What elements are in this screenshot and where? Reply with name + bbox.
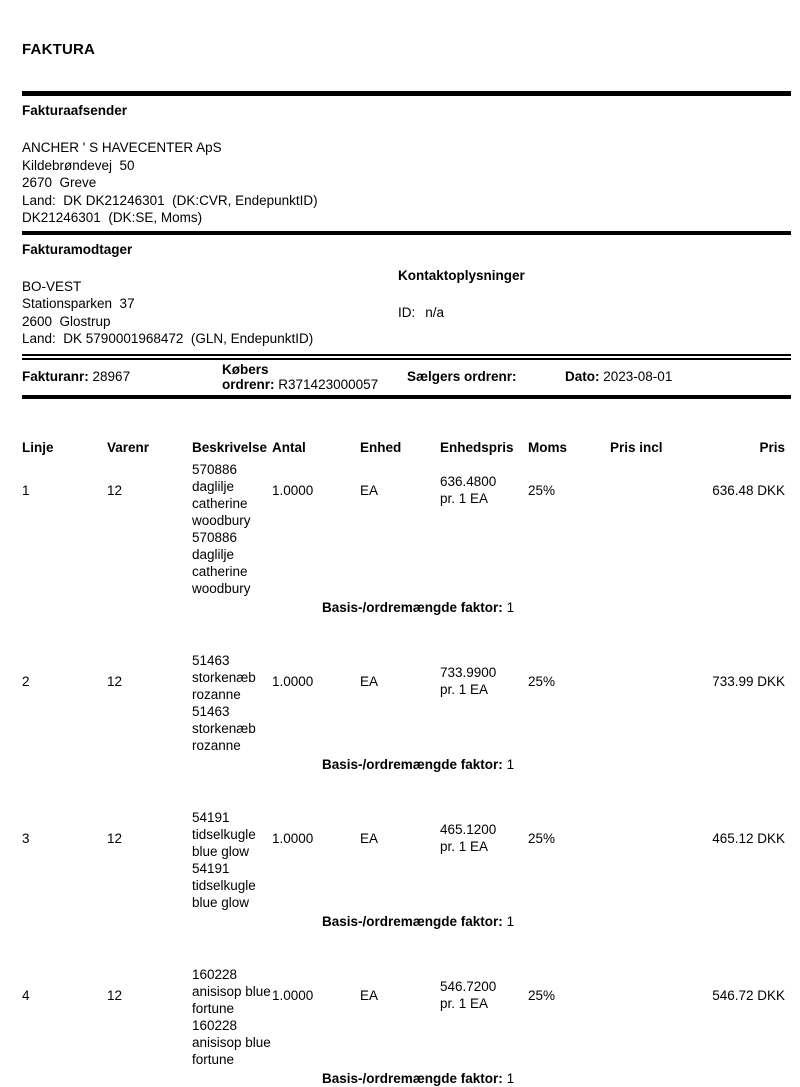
sender-street: Kildebrøndevej 50	[22, 157, 135, 173]
row-description-line: 160228 anisisop blue fortune	[192, 1017, 271, 1067]
invoice-number-cell	[22, 369, 222, 385]
row-linje: 2	[22, 673, 30, 689]
basis-factor-line	[322, 1070, 791, 1087]
recipient-section	[22, 241, 791, 348]
sender-name: ANCHER ' S HAVECENTER ApS	[22, 140, 222, 155]
row-varenr: 12	[107, 482, 123, 498]
row-pris-incl	[610, 461, 690, 482]
buyer-order-cell	[222, 362, 407, 393]
header-moms: Moms	[528, 439, 568, 455]
seller-order-label: Sælgers ordrenr:	[407, 369, 517, 385]
basis-factor-line	[322, 756, 791, 773]
seller-order-cell	[407, 369, 565, 385]
basis-factor-label: Basis-/ordremængde faktor:	[322, 1070, 503, 1086]
row-unit-per: pr. 1 EA	[440, 681, 489, 697]
row-pris: 636.48 DKK	[712, 482, 785, 498]
contact-info-block	[398, 267, 525, 321]
sender-section-label: Fakturaafsender	[22, 103, 128, 118]
row-linje: 4	[22, 987, 30, 1003]
sender-vat-line: DK21246301 (DK:SE, Moms)	[22, 210, 203, 225]
row-description-line: 51463 storkenæb rozanne	[192, 652, 256, 702]
sender-country-line: Land: DK DK21246301 (DK:CVR, EndepunktID)	[22, 192, 318, 208]
basis-factor-value: 1	[506, 1070, 515, 1086]
row-varenr: 12	[107, 673, 123, 689]
divider-sender-recipient	[22, 231, 791, 235]
header-linje: Linje	[22, 439, 54, 455]
recipient-country-line: Land: DK 5790001968472 (GLN, EndepunktID)	[22, 331, 314, 346]
table-row	[22, 809, 791, 930]
contact-id-line	[398, 304, 525, 321]
row-enhedspris	[440, 652, 528, 698]
row-antal: 1.0000	[272, 482, 314, 498]
recipient-address-block	[22, 278, 398, 348]
buyer-order-label-line1: Købers	[222, 361, 269, 377]
row-varenr: 12	[107, 830, 123, 846]
sender-city: 2670 Greve	[22, 175, 97, 190]
recipient-section-label: Fakturamodtager	[22, 241, 133, 257]
row-enhedspris	[440, 966, 528, 1012]
buyer-order-label-line2: ordrenr:	[222, 377, 275, 392]
row-linje: 3	[22, 830, 30, 846]
row-enhedspris	[440, 809, 528, 855]
row-pris: 465.12 DKK	[712, 830, 785, 846]
header-enhed: Enhed	[360, 439, 402, 455]
row-description-line: 51463 storkenæb rozanne	[192, 703, 256, 753]
recipient-street: Stationsparken 37	[22, 296, 135, 311]
row-moms: 25%	[528, 482, 556, 498]
row-enhed: EA	[360, 482, 379, 498]
row-unit-per: pr. 1 EA	[440, 490, 489, 506]
row-pris-incl	[610, 966, 690, 987]
row-enhedspris	[440, 461, 528, 507]
basis-factor-label: Basis-/ordremængde faktor:	[322, 756, 503, 772]
row-description-line: 570886 daglilje catherine woodbury	[192, 461, 251, 528]
row-varenr: 12	[107, 987, 123, 1003]
row-moms: 25%	[528, 987, 556, 1003]
invoice-number-value: 28967	[92, 369, 131, 385]
header-pris: Pris	[759, 439, 785, 455]
row-pris-incl	[610, 652, 690, 673]
basis-factor-label: Basis-/ordremængde faktor:	[322, 913, 503, 929]
header-beskrivelse: Beskrivelse	[192, 439, 268, 455]
divider-summary-bottom	[22, 395, 791, 399]
date-cell	[565, 369, 791, 385]
row-enhed: EA	[360, 673, 379, 689]
row-linje: 1	[22, 482, 30, 498]
row-antal: 1.0000	[272, 830, 314, 846]
row-unit-price: 733.9900	[440, 664, 497, 680]
row-pris: 546.72 DKK	[712, 987, 785, 1003]
header-enhedspris: Enhedspris	[440, 439, 514, 455]
basis-factor-label: Basis-/ordremængde faktor:	[322, 599, 503, 615]
buyer-order-value: R371423000057	[278, 377, 379, 392]
row-unit-per: pr. 1 EA	[440, 838, 489, 854]
invoice-summary-row	[22, 360, 791, 395]
divider-top	[22, 91, 791, 96]
basis-factor-line	[322, 599, 791, 616]
row-description-line: 54191 tidselkugle blue glow	[192, 860, 256, 910]
basis-factor-value: 1	[506, 599, 515, 615]
basis-factor-value: 1	[506, 913, 515, 929]
header-antal: Antal	[272, 439, 306, 455]
date-value: 2023-08-01	[603, 369, 673, 385]
row-enhed: EA	[360, 987, 379, 1003]
row-description-line: 54191 tidselkugle blue glow	[192, 809, 256, 859]
row-description	[192, 809, 272, 911]
contact-id-value: n/a	[425, 304, 445, 320]
row-description	[192, 461, 272, 597]
table-row	[22, 966, 791, 1087]
recipient-name: BO-VEST	[22, 278, 82, 294]
row-description	[192, 966, 272, 1068]
sender-address-block	[22, 139, 791, 227]
header-varenr: Varenr	[107, 439, 150, 455]
row-unit-price: 546.7200	[440, 978, 497, 994]
row-pris-incl	[610, 809, 690, 830]
row-unit-per: pr. 1 EA	[440, 995, 489, 1011]
row-unit-price: 636.4800	[440, 473, 497, 489]
row-description-line: 160228 anisisop blue fortune	[192, 966, 271, 1016]
document-title: FAKTURA	[22, 41, 96, 58]
row-antal: 1.0000	[272, 673, 314, 689]
table-row	[22, 461, 791, 616]
row-description	[192, 652, 272, 754]
table-header-row	[22, 439, 791, 456]
header-pris-incl: Pris incl	[610, 439, 663, 455]
row-description-line: 570886 daglilje catherine woodbury	[192, 529, 251, 596]
row-unit-price: 465.1200	[440, 821, 497, 837]
row-antal: 1.0000	[272, 987, 314, 1003]
row-moms: 25%	[528, 673, 556, 689]
row-enhed: EA	[360, 830, 379, 846]
contact-id-label: ID:	[398, 304, 416, 320]
contact-section-label: Kontaktoplysninger	[398, 267, 525, 283]
line-items-table	[22, 439, 791, 1087]
date-label: Dato:	[565, 369, 600, 385]
recipient-city: 2600 Glostrup	[22, 313, 111, 329]
basis-factor-line	[322, 913, 791, 930]
basis-factor-value: 1	[506, 756, 515, 772]
table-row	[22, 652, 791, 773]
row-moms: 25%	[528, 830, 556, 846]
row-pris: 733.99 DKK	[712, 673, 785, 689]
invoice-number-label: Fakturanr:	[22, 369, 89, 385]
